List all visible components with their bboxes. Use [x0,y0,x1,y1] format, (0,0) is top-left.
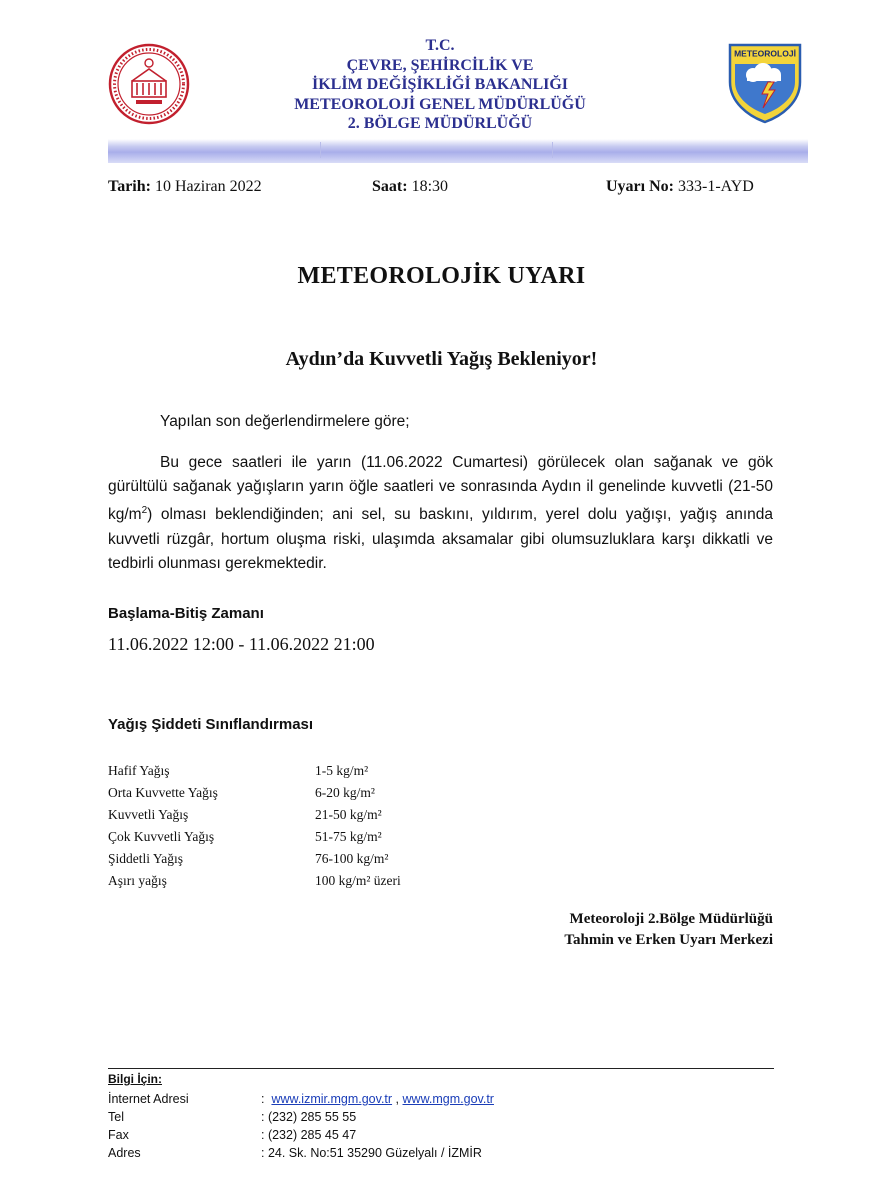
category-value: 51-75 kg/m² [315,829,382,844]
category-value: 100 kg/m² üzeri [315,873,401,888]
body-superscript: 2 [141,505,148,517]
header-line-ministry-2: İKLİM DEĞİŞİKLİĞİ BAKANLIĞI [311,76,569,93]
time-range-label: Başlama-Bitiş Zamanı [108,605,264,622]
intro-text: Yapılan son değerlendirmelere göre; [160,413,410,430]
category-name: Orta Kuvvette Yağış [108,785,218,800]
page-title: METEOROLOJİK UYARI [297,263,586,289]
time-value: 18:30 [411,178,449,195]
category-name: Şiddetli Yağış [108,851,184,866]
category-name: Hafif Yağış [108,763,170,778]
category-name: Kuvvetli Yağış [108,807,189,822]
header-line-directorate: METEOROLOJİ GENEL MÜDÜRLÜĞÜ [294,95,586,113]
link-separator: , [395,1092,400,1106]
regional-website-link[interactable]: www.izmir.mgm.gov.tr [271,1092,393,1106]
ministry-header [240,36,640,134]
internet-separator: : [261,1092,265,1106]
band-divider [552,142,553,158]
tel-label: Tel [108,1110,124,1124]
meteoroloji-logo [727,42,803,124]
band-divider [320,142,321,158]
category-name: Çok Kuvvetli Yağış [108,829,215,844]
category-value: 6-20 kg/m² [315,785,375,800]
mgm-website-link[interactable]: www.mgm.gov.tr [402,1092,494,1106]
footer-divider [108,1068,774,1069]
internet-label: İnternet Adresi [108,1092,189,1106]
category-value: 21-50 kg/m² [315,807,382,822]
signature-line-2: Tahmin ve Erken Uyarı Merkezi [564,932,773,948]
date-field [108,178,262,196]
body-text-part1: Bu gece saatleri ile yarın (11.06.2022 Cumartesi) görülecek olan sağanak ve gök gürültülü sağanak yağışların yarın öğle saatleri ve sonrasında Aydın il genelinde kuvvetli (21-50 kg/m [108,454,773,524]
fax-value: : (232) 285 45 47 [261,1128,357,1142]
warning-number-label: Uyarı No: [606,178,674,195]
ministry-seal-logo [108,43,190,125]
warning-headline: Aydın’da Kuvvetli Yağış Bekleniyor! [285,348,598,370]
signature-block [440,909,773,951]
date-label: Tarih: [108,178,151,195]
header-line-tc: T.C. [425,37,455,54]
header-band [108,139,808,163]
warning-body [108,451,773,576]
header-line-ministry-1: ÇEVRE, ŞEHİRCİLİK VE [346,56,534,74]
fax-label: Fax [108,1128,129,1142]
address-value: : 24. Sk. No:51 35290 Güzelyalı / İZMİR [261,1146,482,1160]
signature-line-1: Meteoroloji 2.Bölge Müdürlüğü [569,911,773,927]
header-line-region: 2. BÖLGE MÜDÜRLÜĞÜ [347,115,533,132]
time-label: Saat: [372,178,408,195]
address-label: Adres [108,1146,141,1160]
category-name: Aşırı yağış [108,873,167,888]
date-value: 10 Haziran 2022 [154,178,262,195]
time-field [372,178,448,196]
footer-title: Bilgi İçin: [108,1072,162,1086]
warning-number-field [606,178,754,196]
category-value: 1-5 kg/m² [315,763,369,778]
warning-number-value: 333-1-AYD [677,178,754,195]
body-text-part2: ) olması beklendiğinden; ani sel, su baskını, yıldırım, yerel dolu yağışı, yağış anında kuvvetli rüzgâr, hortum oluşma riski, ulaşımda aksamalar gibi olumsuzluklara karşı dikkatli ve tedbirli olunması gerekmektedir. [108,506,773,572]
logo-text: METEOROLOJİ [734,48,796,59]
time-range-value: 11.06.2022 12:00 - 11.06.2022 21:00 [108,634,375,654]
tel-value: : (232) 285 55 55 [261,1110,357,1124]
category-value: 76-100 kg/m² [315,851,389,866]
classification-title: Yağış Şiddeti Sınıflandırması [108,716,314,733]
